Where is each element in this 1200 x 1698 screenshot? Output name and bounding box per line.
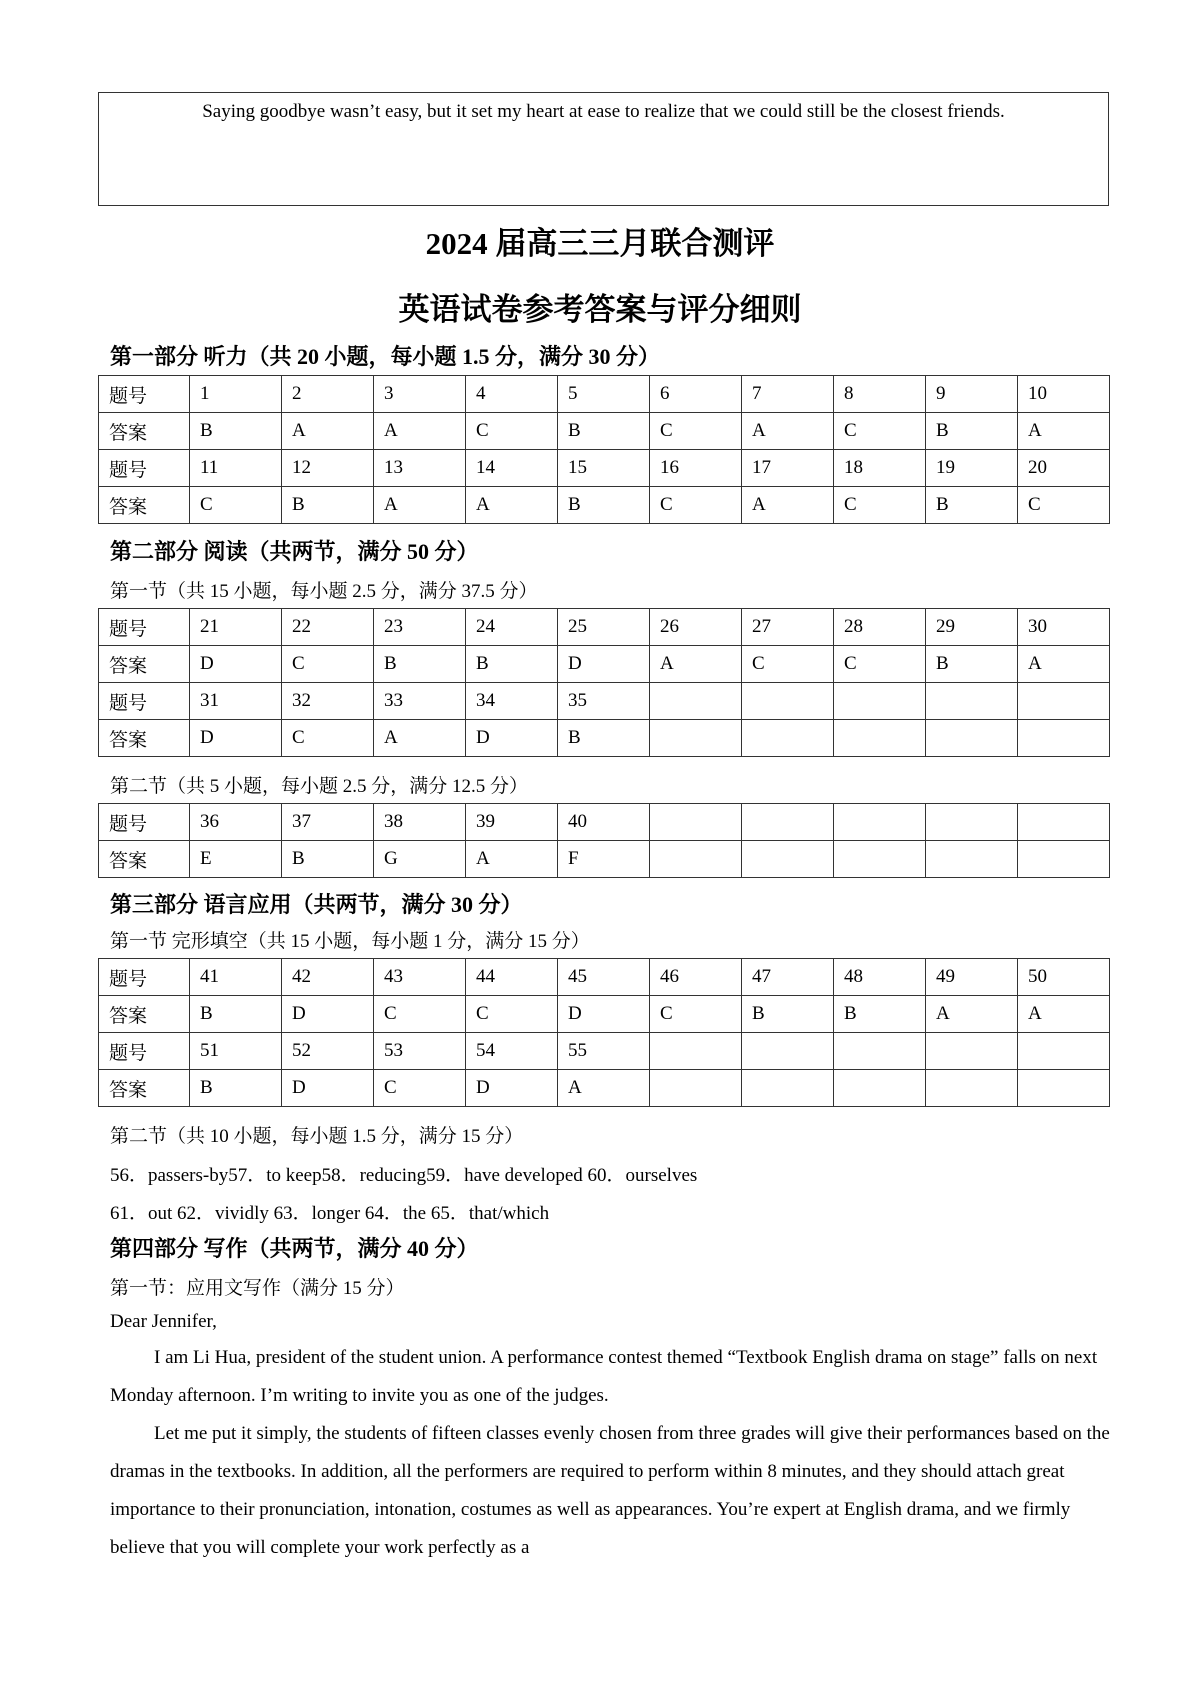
question-number-cell: 25 <box>558 609 650 646</box>
question-number-cell <box>650 1033 742 1070</box>
answer-cell: A <box>466 841 558 878</box>
answer-cell <box>926 1070 1018 1107</box>
answer-cell: C <box>374 1070 466 1107</box>
row-label-cell: 答案 <box>99 841 190 878</box>
answer-cell: B <box>190 413 282 450</box>
answer-cell <box>742 841 834 878</box>
answer-cell: A <box>466 487 558 524</box>
answer-cell: D <box>466 720 558 757</box>
answer-cell: A <box>1018 413 1110 450</box>
question-number-cell: 43 <box>374 959 466 996</box>
table-row <box>99 841 1110 878</box>
row-label-cell: 答案 <box>99 996 190 1033</box>
answer-cell: C <box>650 413 742 450</box>
answer-cell: B <box>558 720 650 757</box>
question-number-cell: 1 <box>190 376 282 413</box>
table-row <box>99 996 1110 1033</box>
answer-cell: C <box>374 996 466 1033</box>
answer-cell: C <box>742 646 834 683</box>
question-number-cell <box>926 1033 1018 1070</box>
question-number-cell: 52 <box>282 1033 374 1070</box>
question-number-cell <box>1018 683 1110 720</box>
question-number-cell <box>926 804 1018 841</box>
question-number-cell: 23 <box>374 609 466 646</box>
answer-cell: C <box>466 996 558 1033</box>
question-number-cell: 7 <box>742 376 834 413</box>
part2-section2-heading: 第二节（共 5 小题，每小题 2.5 分，满分 12.5 分） <box>110 776 529 797</box>
answer-cell: B <box>742 996 834 1033</box>
answer-cell <box>926 841 1018 878</box>
answer-cell <box>926 720 1018 757</box>
answer-cell <box>834 841 926 878</box>
row-label-cell: 答案 <box>99 1070 190 1107</box>
answer-cell: A <box>742 487 834 524</box>
answer-cell <box>1018 1070 1110 1107</box>
page-subtitle: 英语试卷参考答案与评分细则 <box>398 292 802 327</box>
question-number-cell: 4 <box>466 376 558 413</box>
question-number-cell: 2 <box>282 376 374 413</box>
question-number-cell: 35 <box>558 683 650 720</box>
question-number-cell <box>926 683 1018 720</box>
table-row <box>99 646 1110 683</box>
table-row <box>99 487 1110 524</box>
question-number-cell <box>650 683 742 720</box>
answer-cell: C <box>282 720 374 757</box>
answer-cell: B <box>558 487 650 524</box>
question-number-cell <box>834 804 926 841</box>
answer-cell: B <box>282 841 374 878</box>
question-number-cell: 46 <box>650 959 742 996</box>
question-number-cell: 41 <box>190 959 282 996</box>
answer-cell: C <box>1018 487 1110 524</box>
answer-cell: E <box>190 841 282 878</box>
question-number-cell: 12 <box>282 450 374 487</box>
question-number-cell: 26 <box>650 609 742 646</box>
question-number-cell: 13 <box>374 450 466 487</box>
question-number-cell <box>742 1033 834 1070</box>
row-label-cell: 题号 <box>99 450 190 487</box>
row-label-cell: 题号 <box>99 959 190 996</box>
answer-cell <box>742 720 834 757</box>
question-number-cell: 19 <box>926 450 1018 487</box>
answer-cell: B <box>190 1070 282 1107</box>
question-number-cell: 16 <box>650 450 742 487</box>
question-number-cell: 38 <box>374 804 466 841</box>
question-number-cell <box>834 1033 926 1070</box>
row-label-cell: 答案 <box>99 487 190 524</box>
question-number-cell <box>834 683 926 720</box>
row-label-cell: 题号 <box>99 376 190 413</box>
answer-cell: B <box>282 487 374 524</box>
row-label-cell: 答案 <box>99 720 190 757</box>
question-number-cell: 31 <box>190 683 282 720</box>
answer-cell: A <box>650 646 742 683</box>
letter-paragraph-2: Let me put it simply, the students of fifteen classes evenly chosen from three grades will give their performances based on the dramas in the textbooks. In addition, all the performers are required to perform within 8 minutes, and they should attach great importance to their pronunciation, intonation, costumes as well as appearances. You’re expert at English drama, and we firmly believe that you will complete your work perfectly as a <box>110 1423 1110 1558</box>
question-number-cell: 5 <box>558 376 650 413</box>
answer-cell: A <box>1018 996 1110 1033</box>
answer-cell <box>834 720 926 757</box>
question-number-cell: 10 <box>1018 376 1110 413</box>
question-number-cell: 54 <box>466 1033 558 1070</box>
answer-cell: D <box>558 996 650 1033</box>
question-number-cell: 34 <box>466 683 558 720</box>
question-number-cell: 17 <box>742 450 834 487</box>
answer-cell: A <box>926 996 1018 1033</box>
question-number-cell: 45 <box>558 959 650 996</box>
question-number-cell: 15 <box>558 450 650 487</box>
answer-cell: A <box>1018 646 1110 683</box>
answer-cell: B <box>190 996 282 1033</box>
part2-heading: 第二部分 阅读（共两节，满分 50 分） <box>110 539 479 564</box>
answer-cell: D <box>190 720 282 757</box>
question-number-cell <box>650 804 742 841</box>
table-row <box>99 376 1110 413</box>
question-number-cell: 51 <box>190 1033 282 1070</box>
question-number-cell: 28 <box>834 609 926 646</box>
question-number-cell: 48 <box>834 959 926 996</box>
question-number-cell: 36 <box>190 804 282 841</box>
row-label-cell: 题号 <box>99 683 190 720</box>
question-number-cell: 24 <box>466 609 558 646</box>
row-label-cell: 题号 <box>99 1033 190 1070</box>
question-number-cell: 37 <box>282 804 374 841</box>
question-number-cell: 50 <box>1018 959 1110 996</box>
answer-cell: A <box>374 720 466 757</box>
question-number-cell: 8 <box>834 376 926 413</box>
page-title: 2024 届高三三月联合测评 <box>425 226 775 261</box>
grammar-fill-answers-line1: 56．passers-by57．to keep58．reducing59．have developed 60．ourselves <box>110 1165 698 1186</box>
answer-cell <box>1018 841 1110 878</box>
answer-cell: A <box>558 1070 650 1107</box>
question-number-cell: 11 <box>190 450 282 487</box>
answer-cell <box>1018 720 1110 757</box>
answer-cell: C <box>282 646 374 683</box>
answer-cell: D <box>466 1070 558 1107</box>
part4-section1-heading: 第一节：应用文写作（满分 15 分） <box>110 1278 405 1299</box>
letter-greeting: Dear Jennifer, <box>110 1311 217 1332</box>
answer-cell <box>650 720 742 757</box>
answer-cell <box>650 841 742 878</box>
part2-section1-heading: 第一节（共 15 小题，每小题 2.5 分，满分 37.5 分） <box>110 581 538 602</box>
answer-cell: C <box>650 996 742 1033</box>
answer-cell: C <box>834 646 926 683</box>
answer-cell: A <box>742 413 834 450</box>
question-number-cell: 53 <box>374 1033 466 1070</box>
question-number-cell: 32 <box>282 683 374 720</box>
answer-cell: D <box>282 996 374 1033</box>
part3-section1-heading: 第一节 完形填空（共 15 小题，每小题 1 分，满分 15 分） <box>110 931 590 952</box>
row-label-cell: 题号 <box>99 804 190 841</box>
answer-cell: B <box>834 996 926 1033</box>
table-row <box>99 959 1110 996</box>
answer-cell: C <box>834 487 926 524</box>
answer-cell: C <box>190 487 282 524</box>
question-number-cell: 49 <box>926 959 1018 996</box>
question-number-cell <box>742 804 834 841</box>
part4-heading: 第四部分 写作（共两节，满分 40 分） <box>110 1236 479 1261</box>
table-row <box>99 720 1110 757</box>
question-number-cell: 22 <box>282 609 374 646</box>
part1-answer-table <box>98 375 1110 524</box>
answer-cell: A <box>374 487 466 524</box>
question-number-cell: 14 <box>466 450 558 487</box>
answer-cell: B <box>926 413 1018 450</box>
answer-cell: C <box>650 487 742 524</box>
question-number-cell: 18 <box>834 450 926 487</box>
quote-box <box>98 92 1109 206</box>
part1-heading: 第一部分 听力（共 20 小题，每小题 1.5 分，满分 30 分） <box>110 344 661 369</box>
row-label-cell: 答案 <box>99 413 190 450</box>
question-number-cell: 3 <box>374 376 466 413</box>
answer-cell: B <box>926 646 1018 683</box>
answer-cell: B <box>374 646 466 683</box>
question-number-cell: 47 <box>742 959 834 996</box>
answer-cell: A <box>282 413 374 450</box>
table-row <box>99 683 1110 720</box>
part3-section2-heading: 第二节（共 10 小题，每小题 1.5 分，满分 15 分） <box>110 1126 524 1147</box>
table-row <box>99 804 1110 841</box>
grammar-fill-answers-line2: 61．out 62．vividly 63．longer 64．the 65．that/which <box>110 1203 550 1224</box>
question-number-cell: 21 <box>190 609 282 646</box>
question-number-cell: 44 <box>466 959 558 996</box>
answer-cell: C <box>466 413 558 450</box>
answer-cell: D <box>558 646 650 683</box>
answer-cell <box>650 1070 742 1107</box>
question-number-cell <box>1018 804 1110 841</box>
table-row <box>99 1070 1110 1107</box>
answer-cell: A <box>374 413 466 450</box>
quote-text: Saying goodbye wasn’t easy, but it set my heart at ease to realize that we could still be the closest friends. <box>202 101 1005 122</box>
question-number-cell: 33 <box>374 683 466 720</box>
answer-cell: B <box>558 413 650 450</box>
question-number-cell: 55 <box>558 1033 650 1070</box>
question-number-cell: 39 <box>466 804 558 841</box>
part3-heading: 第三部分 语言应用（共两节，满分 30 分） <box>110 892 523 917</box>
answer-cell <box>742 1070 834 1107</box>
part2-section2-answer-table <box>98 803 1110 878</box>
part3-section1-answer-table <box>98 958 1110 1107</box>
table-row <box>99 413 1110 450</box>
answer-cell: D <box>282 1070 374 1107</box>
letter-paragraph-1: I am Li Hua, president of the student union. A performance contest themed “Textbook English drama on stage” falls on next Monday afternoon. I’m writing to invite you as one of the judges. <box>110 1347 1098 1406</box>
question-number-cell <box>742 683 834 720</box>
answer-cell <box>834 1070 926 1107</box>
table-row <box>99 450 1110 487</box>
question-number-cell: 40 <box>558 804 650 841</box>
question-number-cell: 9 <box>926 376 1018 413</box>
answer-cell: B <box>926 487 1018 524</box>
question-number-cell: 27 <box>742 609 834 646</box>
question-number-cell: 42 <box>282 959 374 996</box>
table-row <box>99 1033 1110 1070</box>
row-label-cell: 题号 <box>99 609 190 646</box>
answer-cell: D <box>190 646 282 683</box>
question-number-cell <box>1018 1033 1110 1070</box>
question-number-cell: 20 <box>1018 450 1110 487</box>
table-row <box>99 609 1110 646</box>
question-number-cell: 30 <box>1018 609 1110 646</box>
question-number-cell: 29 <box>926 609 1018 646</box>
answer-cell: G <box>374 841 466 878</box>
part2-section1-answer-table <box>98 608 1110 757</box>
row-label-cell: 答案 <box>99 646 190 683</box>
question-number-cell: 6 <box>650 376 742 413</box>
answer-cell: C <box>834 413 926 450</box>
answer-cell: B <box>466 646 558 683</box>
answer-cell: F <box>558 841 650 878</box>
